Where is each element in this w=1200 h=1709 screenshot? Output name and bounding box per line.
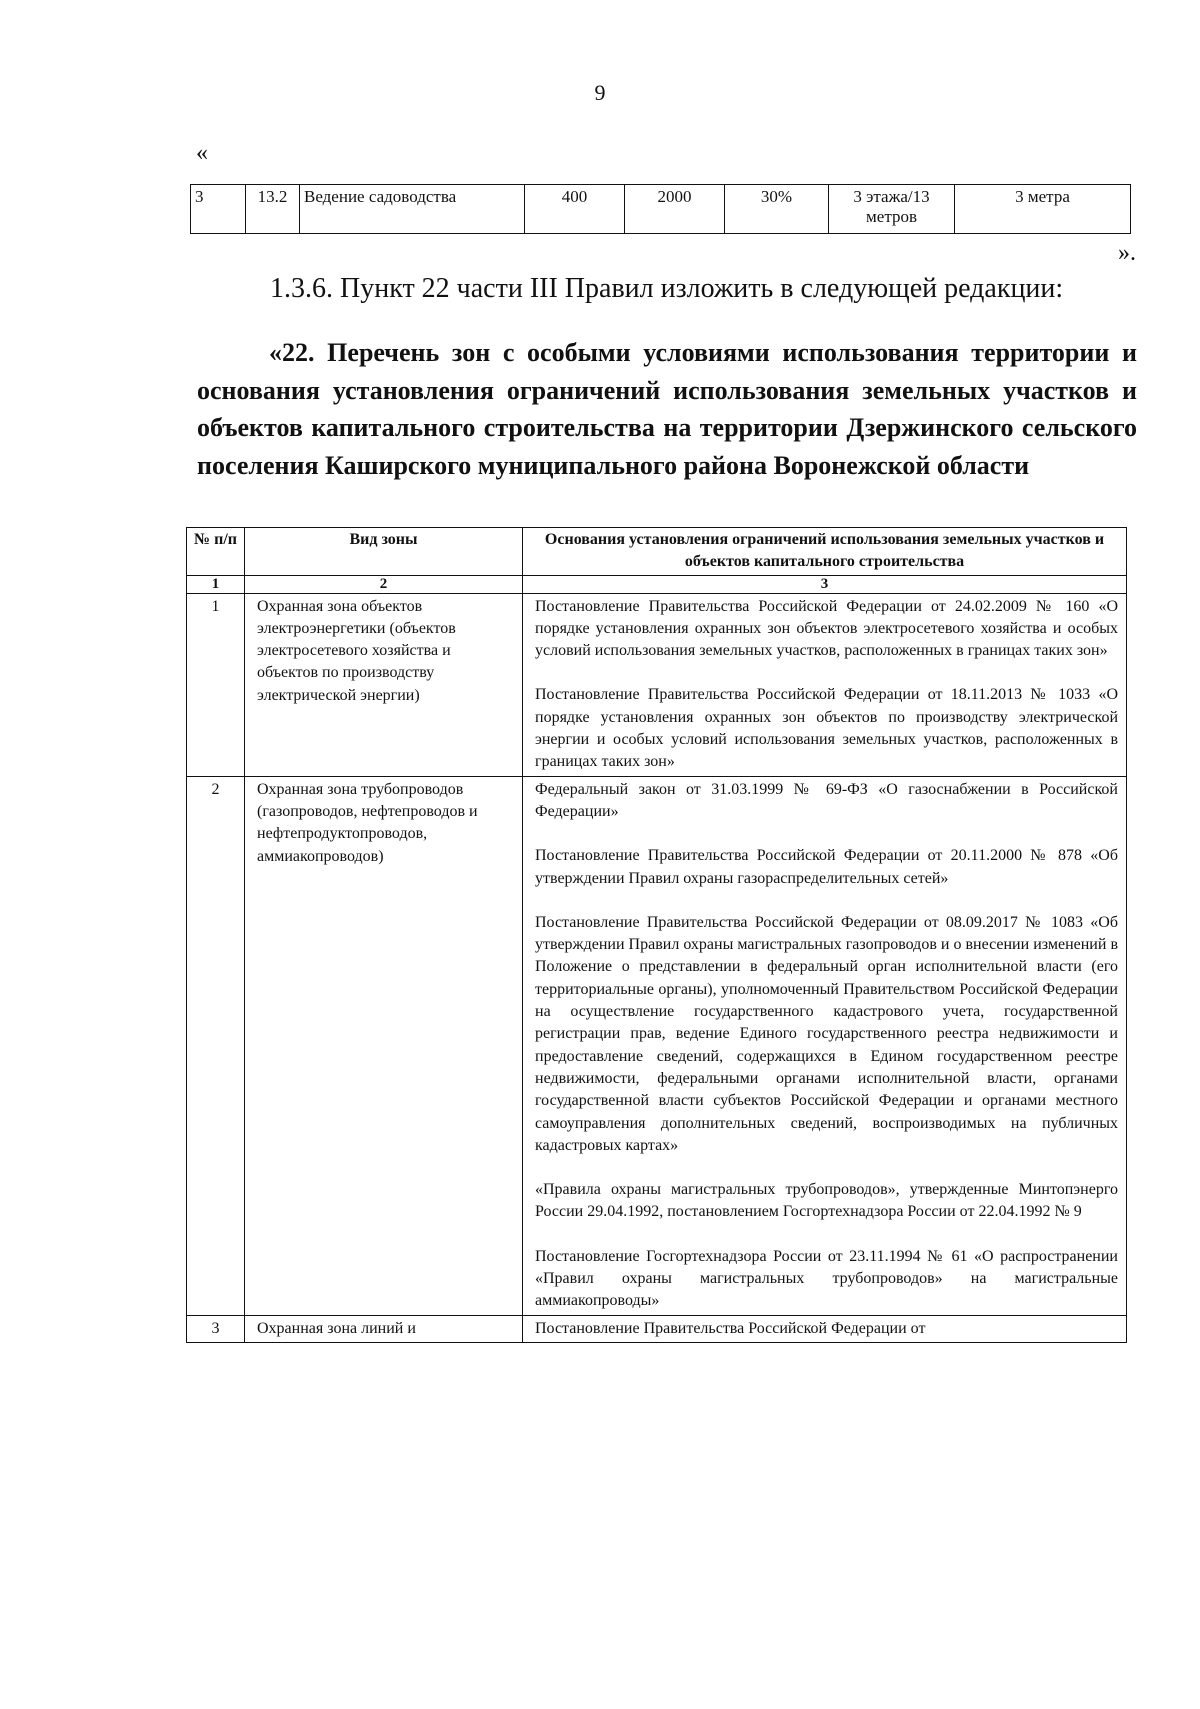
legal-act-reference: Постановление Госгортехнадзора России от 23.11.1994 № 61 «О распространении «Правил охраны магистральных трубопроводов» на магистральные аммиакопроводы» xyxy=(535,1247,1118,1310)
restriction-basis xyxy=(523,593,1127,776)
column-header-zone-type: Вид зоны xyxy=(245,528,523,576)
table-cell: 3 этажа/13 метров xyxy=(829,185,955,234)
zone-type: Охранная зона объектов электроэнергетики (объектов электросетевого хозяйства и объектов по производству электрической энергии) xyxy=(245,593,523,776)
legal-act-reference: Постановление Правительства Российской Федерации от 18.11.2013 № 1033 «О порядке установления охранных зон объектов по производству электрической энергии и особых условий использования земельных участков, расположенных в границах таких зон» xyxy=(535,686,1118,771)
legal-act-reference: Постановление Правительства Российской Федерации от xyxy=(535,1319,926,1337)
legal-act-reference: Постановление Правительства Российской Федерации от 20.11.2000 № 878 «Об утверждении Правил охраны газораспределительных сетей» xyxy=(535,847,1118,887)
restriction-basis xyxy=(523,776,1127,1315)
zones-table xyxy=(186,527,1127,1343)
legal-act-reference: Постановление Правительства Российской Федерации от 24.02.2009 № 160 «О порядке установления охранных зон объектов электросетевого хозяйства и особых условий использования земельных участков, расположенных в границах таких зон» xyxy=(535,597,1118,660)
table-row xyxy=(187,593,1127,776)
section-heading xyxy=(197,334,1137,484)
legal-act-reference: «Правила охраны магистральных трубопроводов», утвержденные Минтопэнерго России 29.04.1992, постановлением Госгортехнадзора России от 22.04.1992 № 9 xyxy=(535,1181,1118,1221)
column-number: 1 xyxy=(187,575,245,593)
column-number: 3 xyxy=(523,575,1127,593)
legal-act-reference: Федеральный закон от 31.03.1999 № 69-ФЗ «О газоснабжении в Российской Федерации» xyxy=(535,780,1118,820)
column-number-row xyxy=(187,575,1127,593)
opening-quote-mark: « xyxy=(196,140,208,166)
legal-act-reference: Постановление Правительства Российской Федерации от 08.09.2017 № 1083 «Об утверждении Правил охраны магистральных газопроводов и о внесении изменений в Положение о представлении в федеральный орган исполнительной власти (его территориальные органы), уполномоченный Правительством Российской Федерации на осуществление государственного кадастрового учета, государственной регистрации прав, ведение Единого государственного реестра недвижимости и предоставление сведений, содержащихся в Едином государственном реестре недвижимости, федеральными органами исполнительной власти, органами государственной власти субъектов Российской Федерации и органами местного самоуправления дополнительных сведений, воспроизводимых на публичных кадастровых картах» xyxy=(535,913,1118,1154)
zone-type: Охранная зона линий и xyxy=(245,1315,523,1342)
zone-type: Охранная зона трубопроводов (газопроводов, нефтепроводов и нефтепродуктопроводов, аммиакопроводов) xyxy=(245,776,523,1315)
table-cell: 3 метра xyxy=(955,185,1131,234)
row-number: 1 xyxy=(187,593,245,776)
table-row xyxy=(187,1315,1127,1342)
column-header-basis: Основания установления ограничений использования земельных участков и объектов капитального строительства xyxy=(523,528,1127,576)
restriction-basis xyxy=(523,1315,1127,1342)
section-heading-text: «22. Перечень зон с особыми условиями использования территории и основания установления ограничений использования земельных участков и объектов капитального строительства на территории Дзержинского сельского поселения Каширского муниципального района Воронежской области xyxy=(197,338,1137,480)
table-cell: 2000 xyxy=(625,185,725,234)
table-row xyxy=(191,185,1131,234)
row-number: 3 xyxy=(187,1315,245,1342)
page-number: 9 xyxy=(594,80,606,105)
table-header-row xyxy=(187,528,1127,576)
amendment-instruction: 1.3.6. Пункт 22 части III Правил изложить в следующей редакции: xyxy=(270,273,1064,304)
table-row xyxy=(187,776,1127,1315)
column-number: 2 xyxy=(245,575,523,593)
table-cell: 400 xyxy=(525,185,625,234)
column-header-number: № п/п xyxy=(187,528,245,576)
table-cell: 30% xyxy=(725,185,829,234)
row-number: 2 xyxy=(187,776,245,1315)
table-cell: 13.2 xyxy=(246,185,300,234)
amended-table-fragment xyxy=(190,184,1131,234)
closing-quote-mark: ». xyxy=(1118,240,1136,266)
table-cell: Ведение садоводства xyxy=(300,185,525,234)
table-cell: 3 xyxy=(191,185,246,234)
